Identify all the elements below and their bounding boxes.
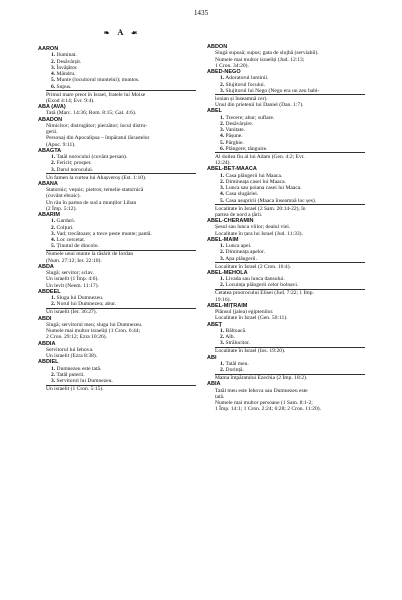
sense-number: 1. bbox=[51, 365, 56, 372]
dictionary-entry bbox=[38, 212, 203, 264]
entry-text: Localitate în Israel (2 Cron. 16:4). bbox=[215, 263, 291, 270]
entry-text: Casa slugăriei. bbox=[224, 191, 259, 198]
entry-text: Tatăl meu. bbox=[224, 360, 249, 367]
sense-number: 1. bbox=[51, 52, 56, 59]
entry-line bbox=[207, 198, 367, 204]
sense-number: 6. bbox=[51, 83, 56, 90]
entry-text: (cuvânt ebraic). bbox=[46, 193, 81, 200]
sense-number: 1. bbox=[220, 172, 225, 179]
entry-text: Dimineața casei lui Maaca. bbox=[224, 178, 286, 185]
dictionary-entry bbox=[38, 148, 203, 181]
sense-number: 2. bbox=[220, 249, 225, 256]
entry-line bbox=[38, 301, 203, 307]
entry-text: Pășune. bbox=[224, 133, 243, 140]
entry-text: Dimineața apelor. bbox=[224, 249, 265, 256]
entry-headword: ABEȚ bbox=[207, 321, 222, 328]
entry-line bbox=[38, 84, 203, 90]
entry-text: Slugă; servitor; sclav. bbox=[46, 270, 94, 277]
dictionary-entry bbox=[207, 237, 367, 270]
entry-text: Garduri. bbox=[55, 218, 76, 225]
entry-text: 19:16). bbox=[215, 296, 231, 303]
entry-text: Un levit (Neem. 11:17). bbox=[46, 282, 99, 289]
entry-text: Localitate în Israel (Ios. 19:20). bbox=[215, 348, 286, 355]
entry-text: Locuința plângerii celor bolnavi. bbox=[224, 282, 299, 289]
entry-line bbox=[207, 282, 367, 288]
sense-number: 3. bbox=[220, 127, 225, 134]
ornament-left-icon: ❧ bbox=[103, 29, 110, 37]
entry-line bbox=[207, 406, 367, 412]
entry-text: Un famen la curtea lui Ahașveroș (Est. 1:10). bbox=[46, 174, 147, 181]
entry-line bbox=[207, 367, 367, 373]
entry-text: Slugă supusă; supus; gata de slujbă (serviabil). bbox=[215, 50, 319, 57]
dictionary-entry bbox=[38, 264, 203, 289]
entry-text: gerii. bbox=[46, 129, 58, 136]
dictionary-entry bbox=[207, 355, 367, 382]
entry-headword: ABDI bbox=[38, 315, 52, 322]
entry-text: Slugă; servitorul meu; sluga lui Dumnezeu. bbox=[46, 321, 143, 328]
entry-text: Alb. bbox=[224, 334, 235, 341]
dictionary-entry bbox=[38, 46, 203, 104]
sense-number: 3. bbox=[220, 340, 225, 347]
entry-text: Fericit; prosper. bbox=[55, 160, 92, 167]
entry-text: Lunca sau poiana casei lui Maaca. bbox=[224, 185, 302, 192]
entry-headword: ABEL bbox=[207, 108, 222, 115]
entry-headword: ABED-NEGO bbox=[207, 69, 241, 75]
entry-text: Darul norocului. bbox=[55, 166, 94, 173]
entry-text: Tatăl norocului (cuvânt persan). bbox=[55, 154, 128, 161]
dictionary-entry bbox=[207, 322, 367, 355]
dictionary-entry bbox=[207, 108, 367, 166]
sense-number: 4. bbox=[220, 191, 225, 198]
entry-line bbox=[207, 340, 367, 346]
entry-text: Livada sau lunca dansului. bbox=[224, 276, 285, 283]
sense-number: 2. bbox=[220, 367, 225, 374]
sense-number: 2. bbox=[220, 334, 225, 341]
entry-headword: ABEL-CHERAMIN bbox=[207, 218, 254, 225]
sense-number: 3. bbox=[51, 230, 56, 237]
sense-number: 5. bbox=[51, 243, 56, 250]
entry-text: Plânsul (jalea) egiptenilor. bbox=[215, 309, 274, 316]
sense-number: 1. bbox=[51, 154, 56, 161]
sense-number: 3. bbox=[220, 255, 225, 262]
sense-number: 2. bbox=[51, 58, 56, 65]
entry-text: Pârghie. bbox=[224, 139, 244, 146]
entry-text: (2 Împ. 5:12). bbox=[46, 205, 77, 212]
entry-text: Loc cercetat. bbox=[55, 237, 86, 244]
entry-text: Localitate în Israel (2 Sam. 20:14-22), în bbox=[215, 205, 306, 212]
entry-line bbox=[38, 386, 203, 392]
entry-text: tată. bbox=[215, 393, 225, 400]
letter-heading bbox=[38, 27, 203, 37]
dictionary-entry bbox=[207, 69, 367, 108]
dictionary-entry bbox=[38, 181, 203, 212]
entry-headword: ABEL-BET-MAACA bbox=[207, 166, 257, 173]
entry-text: Vanitate. bbox=[224, 127, 246, 134]
dictionary-entry bbox=[38, 104, 203, 117]
entry-headword: ABIA bbox=[207, 381, 221, 388]
dictionary-entry bbox=[38, 117, 203, 148]
entry-headword: ABAGTA bbox=[38, 147, 62, 154]
entry-headword: ABEL-MIȚRAIM bbox=[207, 302, 248, 309]
entry-text: Numele mai multor israeliți (Jud. 12:13; bbox=[215, 56, 305, 63]
dictionary-entry bbox=[207, 166, 367, 218]
entry-text: partea de nord a țării. bbox=[215, 211, 263, 218]
right-column bbox=[207, 44, 367, 413]
sense-number: 5. bbox=[220, 197, 225, 204]
entry-text: Servitorul lui Dumnezeu. bbox=[55, 378, 113, 385]
entry-text: Numele unui munte la răsărit de Iordan bbox=[46, 251, 134, 258]
entry-text: Supus. bbox=[55, 83, 72, 90]
dictionary-entry bbox=[207, 218, 367, 237]
entry-headword: ABA (AVA) bbox=[38, 104, 66, 111]
entry-text: 1 Împ. 14:1; 1 Cron. 2:24; 6:28; 2 Cron. 11:20). bbox=[215, 406, 321, 413]
entry-line bbox=[207, 88, 367, 94]
ornament-right-icon: ☙ bbox=[131, 29, 138, 37]
sense-number: 6. bbox=[220, 145, 225, 152]
sense-number: 2. bbox=[51, 371, 56, 378]
entry-headword: ABARIM bbox=[38, 212, 60, 219]
entry-text: 2 Cron. 29:12; Ezra 10:26). bbox=[46, 334, 108, 341]
entry-text: Un israelit (1 Împ. 4:6). bbox=[46, 276, 99, 283]
entry-text: Munte (locuitorul muntelui); muntos. bbox=[55, 77, 140, 84]
dictionary-entry bbox=[38, 359, 203, 392]
entry-text: Al doilea fiu al lui Adam (Gen. 4:2; Evr. bbox=[215, 153, 305, 160]
entry-text: Un israelit (1 Cron. 5:15). bbox=[46, 386, 104, 393]
entry-line bbox=[38, 167, 203, 173]
entry-text: Mândru. bbox=[55, 71, 76, 77]
entry-text: Personaj din Apocalipsa – împăratul lăcustelor bbox=[46, 135, 150, 142]
entry-text: (Apoc. 9:11). bbox=[46, 141, 76, 148]
entry-text: Băltoacă. bbox=[224, 327, 247, 334]
entry-text: 1 Cron. 34:20). bbox=[215, 62, 249, 69]
entry-headword: ABI bbox=[207, 354, 217, 361]
sense-number: 4. bbox=[220, 133, 225, 140]
entry-line bbox=[38, 243, 203, 249]
sense-number: 4. bbox=[51, 71, 56, 77]
sense-number: 1. bbox=[220, 114, 225, 121]
entry-text: Norul lui Dumnezeu; abur. bbox=[55, 301, 117, 308]
entry-text: Dorință. bbox=[224, 367, 244, 374]
dictionary-entry bbox=[207, 381, 367, 412]
entry-text: Un râu în partea de sud a munților Liban bbox=[46, 199, 137, 206]
sense-number: 3. bbox=[220, 185, 225, 192]
entry-text: Slujitorul lui Nego (Nego era un zeu babi- bbox=[224, 87, 320, 94]
entry-text: Numele mai multor israeliți (1 Cron. 6:44; bbox=[46, 328, 141, 335]
entry-text: Localitate în Israel (Gen. 50:11). bbox=[215, 315, 288, 322]
sense-number: 2. bbox=[51, 224, 56, 231]
entry-text: Tatăl meu este Iehova sau Dumnezeu este bbox=[215, 387, 308, 394]
left-column bbox=[38, 46, 203, 392]
entry-text: Desăvârșit. bbox=[55, 58, 82, 65]
entry-headword: AARON bbox=[38, 46, 59, 52]
entry-text: (Exod 4:14; Evr. 9:4). bbox=[46, 97, 95, 104]
entry-headword: ABDEEL bbox=[38, 288, 61, 295]
dictionary-entry bbox=[207, 44, 367, 69]
sense-number: 1. bbox=[220, 276, 225, 283]
entry-headword: ABDA bbox=[38, 263, 54, 270]
dictionary-entry bbox=[207, 270, 367, 303]
entry-text: Casa asupririi (Maaca înseamnă loc șes). bbox=[224, 197, 317, 204]
entry-text: Servitorul lui Iehova. bbox=[46, 346, 94, 353]
sense-number: 2. bbox=[51, 160, 56, 167]
entry-line bbox=[38, 378, 203, 384]
entry-text: 12:24). bbox=[215, 160, 231, 167]
entry-text: Dumnezeu este tată. bbox=[55, 365, 102, 372]
sense-number: 2. bbox=[220, 178, 225, 185]
entry-text: Vad; trecătoare; a trece peste munte; pantă. bbox=[55, 230, 152, 237]
sense-number: 2. bbox=[220, 120, 225, 127]
entry-text: Numele mai multor persoane (1 Sam. 8:1-2; bbox=[215, 400, 313, 407]
dictionary-entry bbox=[38, 341, 203, 360]
entry-text: (Num. 27:12; Ier. 22:10). bbox=[46, 257, 102, 264]
entry-text: Trecere; abur; suflare. bbox=[224, 114, 275, 121]
sense-number: 1. bbox=[220, 360, 225, 367]
entry-text: Adoratorul luminii. bbox=[224, 75, 269, 82]
entry-text: Statornic; veșnic; pietros; temelie statornică bbox=[46, 187, 144, 194]
sense-number: 3. bbox=[51, 378, 56, 385]
dictionary-entry bbox=[207, 303, 367, 322]
sense-number: 2. bbox=[51, 301, 56, 308]
entry-text: Colțuri. bbox=[55, 224, 74, 231]
entry-text: Apa plângerii. bbox=[224, 255, 257, 262]
section-letter: A bbox=[117, 27, 123, 37]
entry-text: Un israelit (Ezra 8:38). bbox=[46, 353, 98, 360]
entry-text: Localitate în țara lui Israel (Jud. 11:33). bbox=[215, 230, 303, 237]
entry-headword: ABEL-MEHOLA bbox=[207, 269, 248, 276]
entry-headword: ABDIEL bbox=[38, 359, 59, 366]
sense-number: 1. bbox=[51, 295, 56, 302]
entry-headword: ABANA bbox=[38, 180, 58, 187]
sense-number: 5. bbox=[220, 139, 225, 146]
entry-headword: ABDON bbox=[207, 44, 228, 50]
entry-text: Tatăl puterii. bbox=[55, 371, 85, 378]
entry-text: Mama împăratului Ezechia (2 Împ. 18:2). bbox=[215, 375, 308, 382]
entry-text: Plângere; tânguire. bbox=[224, 145, 268, 152]
entry-text: Casa plângerii lui Maaca. bbox=[224, 172, 283, 179]
entry-text: Lunca apei. bbox=[224, 243, 252, 250]
entry-text: lonian și înseamnă cer). bbox=[215, 95, 268, 102]
sense-number: 3. bbox=[220, 87, 225, 94]
entry-text: Unul din prietenii lui Daniel (Dan. 1:7). bbox=[215, 102, 304, 109]
sense-number: 2. bbox=[220, 81, 225, 88]
entry-text: Desăvârșire. bbox=[224, 120, 254, 127]
sense-number: 5. bbox=[51, 77, 56, 84]
entry-text: Un israelit (Ier. 36:27). bbox=[46, 309, 97, 316]
entry-headword: ABDIA bbox=[38, 340, 56, 347]
entry-text: Tată (Marc. 14:36; Rom. 8:15; Gal. 4:6). bbox=[46, 110, 137, 117]
entry-text: Ținutul de dincolo. bbox=[55, 243, 99, 250]
sense-number: 1. bbox=[220, 327, 225, 334]
entry-text: Slujitorul focului. bbox=[224, 81, 266, 88]
sense-number: 4. bbox=[51, 237, 56, 244]
entry-line bbox=[207, 146, 367, 152]
sense-number: 1. bbox=[51, 218, 56, 225]
sense-number: 2. bbox=[220, 282, 225, 289]
entry-text: Șesul sau lunca viilor; dealul viei. bbox=[215, 224, 291, 231]
sense-number: 3. bbox=[51, 166, 56, 173]
sense-number: 1. bbox=[220, 243, 225, 250]
entry-text: Iluminat. bbox=[55, 52, 77, 59]
sense-number: 3. bbox=[51, 64, 56, 71]
entry-line bbox=[207, 256, 367, 262]
entry-text: Învățător. bbox=[55, 64, 78, 71]
entry-text: Cetatea proorocului Elisei (Jud. 7:22; 1 Împ. bbox=[215, 290, 314, 297]
sense-number: 1. bbox=[220, 75, 225, 82]
entry-text: Strălucitor. bbox=[224, 340, 251, 347]
page-number: 1435 bbox=[193, 9, 209, 17]
entry-text: Sluga lui Dumnezeu. bbox=[55, 295, 104, 302]
entry-text: Primul mare preot în Israel, fratele lui Moise bbox=[46, 91, 146, 98]
entry-headword: ABEL-MAIM bbox=[207, 236, 239, 243]
entry-headword: ABADON bbox=[38, 116, 63, 123]
entry-text: Nimicitor; distrugător; pierzător; locul distru- bbox=[46, 122, 148, 129]
dictionary-entry bbox=[38, 289, 203, 316]
dictionary-entry bbox=[38, 316, 203, 341]
